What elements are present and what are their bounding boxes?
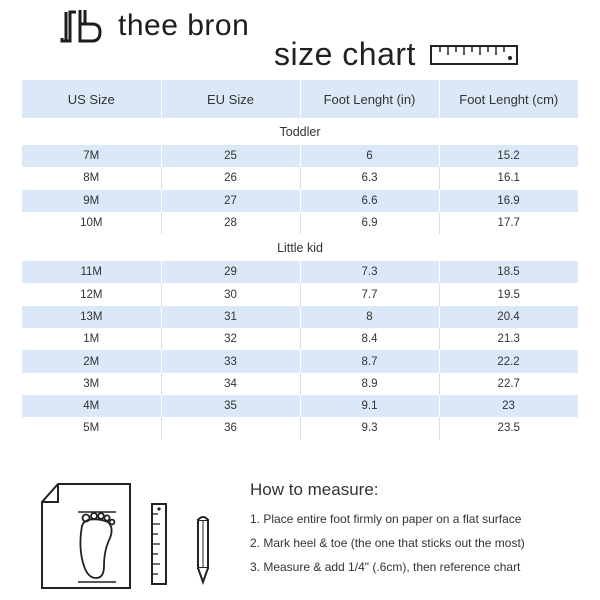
table-cell: 9M bbox=[22, 190, 161, 212]
table-cell: 16.9 bbox=[439, 190, 578, 212]
pencil-icon bbox=[198, 517, 208, 582]
table-body bbox=[22, 118, 578, 440]
table-row bbox=[22, 283, 578, 305]
table-cell: 8M bbox=[22, 167, 161, 189]
table-row bbox=[22, 395, 578, 417]
table-cell: 28 bbox=[161, 212, 300, 234]
table-cell: 25 bbox=[161, 145, 300, 167]
ruler-icon bbox=[430, 43, 518, 67]
tb-monogram-icon bbox=[58, 8, 104, 44]
table-cell: 27 bbox=[161, 190, 300, 212]
table-cell: 9.1 bbox=[300, 395, 439, 417]
section-row bbox=[22, 234, 578, 261]
table-cell: 23.5 bbox=[439, 417, 578, 439]
table-cell: 13M bbox=[22, 306, 161, 328]
table-cell: 23 bbox=[439, 395, 578, 417]
step-2: 2. Mark heel & toe (the one that sticks out the most) bbox=[250, 536, 525, 550]
table-cell: 26 bbox=[161, 167, 300, 189]
table-row bbox=[22, 261, 578, 283]
table-cell: 10M bbox=[22, 212, 161, 234]
table-cell: 36 bbox=[161, 417, 300, 439]
table-cell: 35 bbox=[161, 395, 300, 417]
table-cell: 4M bbox=[22, 395, 161, 417]
section-label: Little kid bbox=[22, 234, 578, 261]
chart-title bbox=[274, 36, 518, 73]
table-cell: 34 bbox=[161, 373, 300, 395]
table-cell: 7.7 bbox=[300, 283, 439, 305]
table-cell: 6.6 bbox=[300, 190, 439, 212]
step-3: 3. Measure & add 1/4" (.6cm), then reference chart bbox=[250, 560, 521, 574]
table-cell: 12M bbox=[22, 283, 161, 305]
table-row bbox=[22, 190, 578, 212]
section-label: Toddler bbox=[22, 118, 578, 145]
table-cell: 9.3 bbox=[300, 417, 439, 439]
brand-logo bbox=[58, 8, 249, 44]
table-cell: 1M bbox=[22, 328, 161, 350]
table-cell: 32 bbox=[161, 328, 300, 350]
table-row bbox=[22, 328, 578, 350]
table-cell: 2M bbox=[22, 350, 161, 372]
size-chart-table bbox=[22, 80, 579, 440]
header-foot-length-in: Foot Lenght (in) bbox=[300, 80, 439, 118]
table-cell: 8 bbox=[300, 306, 439, 328]
table-cell: 33 bbox=[161, 350, 300, 372]
table-cell: 7M bbox=[22, 145, 161, 167]
step-1: 1. Place entire foot firmly on paper on a flat surface bbox=[250, 512, 522, 526]
header-eu-size: EU Size bbox=[161, 80, 300, 118]
table-row bbox=[22, 167, 578, 189]
table-header-row bbox=[22, 80, 578, 118]
table-row bbox=[22, 145, 578, 167]
table-cell: 5M bbox=[22, 417, 161, 439]
table-cell: 22.7 bbox=[439, 373, 578, 395]
table-cell: 8.4 bbox=[300, 328, 439, 350]
measure-illustration bbox=[38, 478, 228, 594]
brand-name: thee bron bbox=[118, 9, 250, 42]
ruler-vertical-icon bbox=[152, 504, 166, 584]
table-cell: 6.3 bbox=[300, 167, 439, 189]
table-cell: 15.2 bbox=[439, 145, 578, 167]
section-row bbox=[22, 118, 578, 145]
table-row bbox=[22, 373, 578, 395]
table-cell: 7.3 bbox=[300, 261, 439, 283]
header-us-size: US Size bbox=[22, 80, 161, 118]
table-row bbox=[22, 306, 578, 328]
table-cell: 3M bbox=[22, 373, 161, 395]
table-cell: 31 bbox=[161, 306, 300, 328]
table-cell: 19.5 bbox=[439, 283, 578, 305]
table-cell: 22.2 bbox=[439, 350, 578, 372]
table-cell: 6 bbox=[300, 145, 439, 167]
table-cell: 11M bbox=[22, 261, 161, 283]
table-cell: 29 bbox=[161, 261, 300, 283]
page-title: size chart bbox=[274, 36, 416, 72]
table-cell: 21.3 bbox=[439, 328, 578, 350]
header-foot-length-cm: Foot Lenght (cm) bbox=[439, 80, 578, 118]
table-row bbox=[22, 417, 578, 439]
table-cell: 8.7 bbox=[300, 350, 439, 372]
table-cell: 6.9 bbox=[300, 212, 439, 234]
table-cell: 18.5 bbox=[439, 261, 578, 283]
table-cell: 17.7 bbox=[439, 212, 578, 234]
table-cell: 30 bbox=[161, 283, 300, 305]
table-cell: 20.4 bbox=[439, 306, 578, 328]
table-cell: 16.1 bbox=[439, 167, 578, 189]
table-row bbox=[22, 212, 578, 234]
table-cell: 8.9 bbox=[300, 373, 439, 395]
measure-steps bbox=[250, 512, 525, 584]
table-row bbox=[22, 350, 578, 372]
how-to-measure-title: How to measure: bbox=[250, 480, 379, 499]
